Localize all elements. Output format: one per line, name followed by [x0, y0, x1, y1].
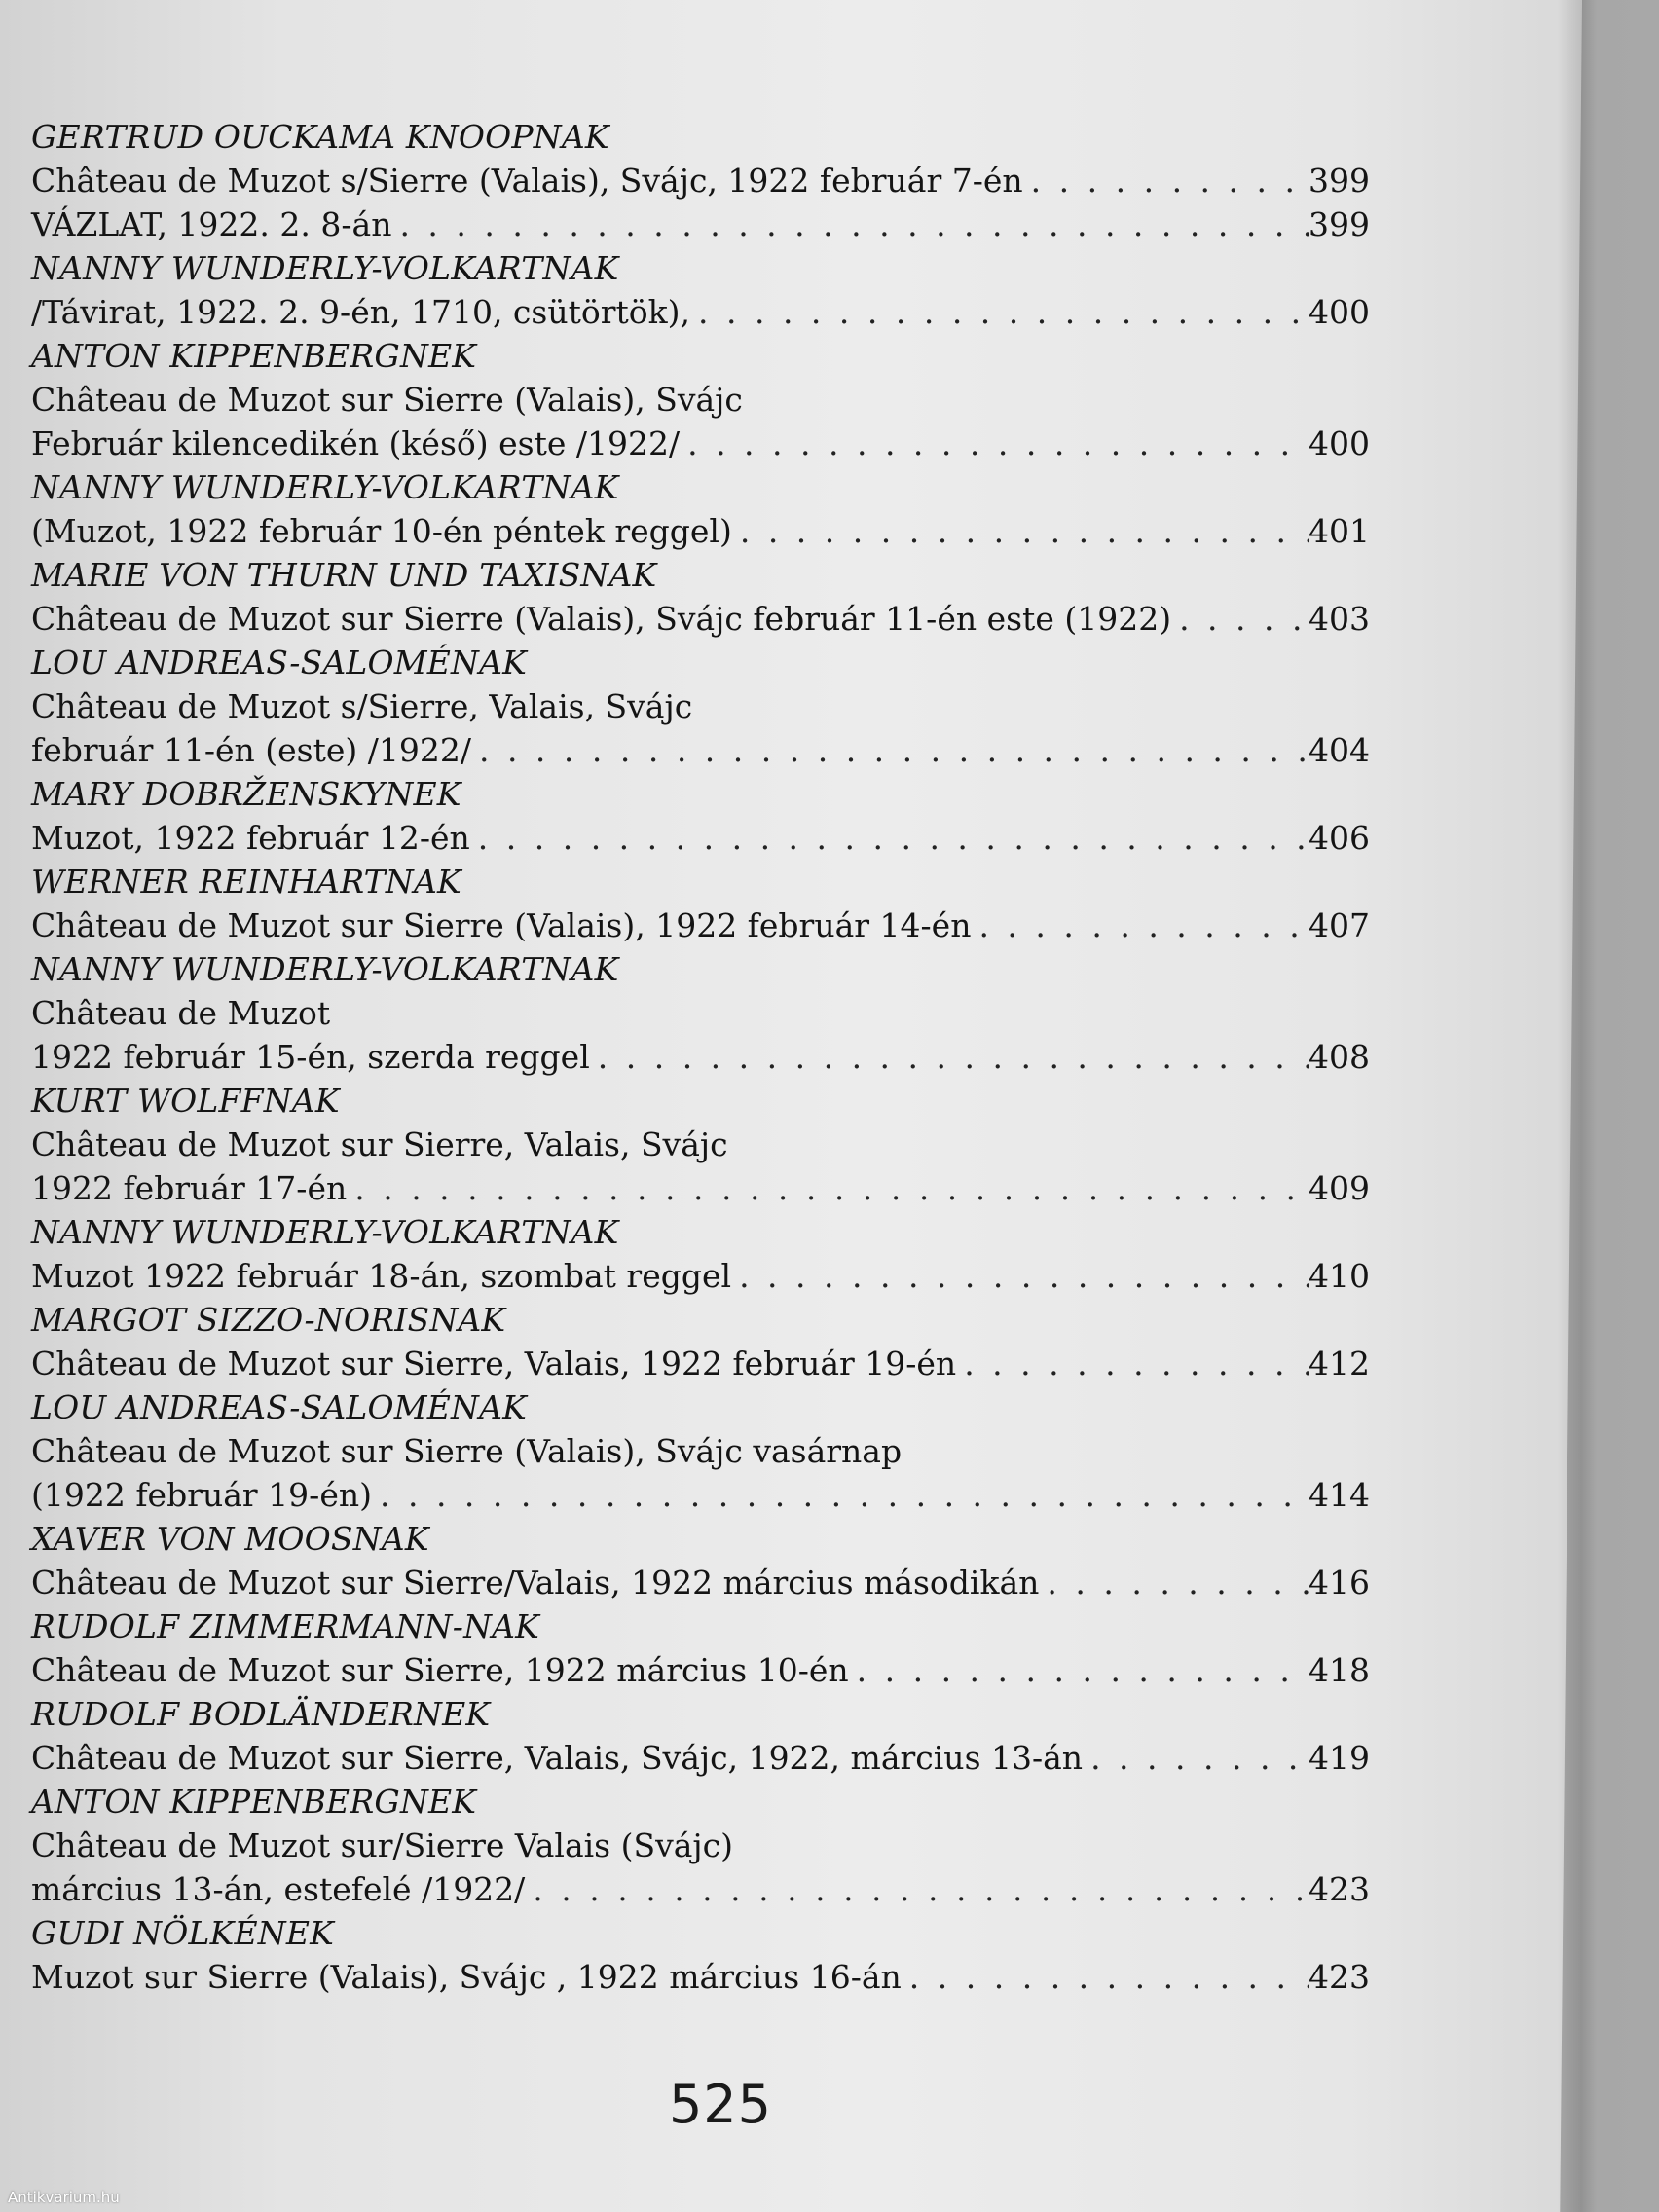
dot-leader — [902, 1955, 1309, 1999]
toc-place-line: Château de Muzot sur Sierre, Valais, Svájc — [31, 1125, 728, 1163]
toc-entry — [31, 203, 1370, 246]
dot-leader — [849, 1648, 1309, 1692]
toc-entry — [31, 597, 1370, 641]
toc-page-number: 423 — [1309, 1870, 1370, 1908]
dot-leader — [590, 1035, 1309, 1079]
toc-page-number: 401 — [1309, 512, 1370, 550]
toc-entry-text: február 11-én (este) /1922/ — [31, 731, 471, 769]
toc-recipient: MARGOT SIZZO-NORISNAK — [31, 1301, 506, 1339]
dot-leader — [680, 422, 1309, 465]
toc-page-number: 414 — [1309, 1476, 1370, 1514]
dot-leader — [347, 1166, 1309, 1210]
toc-recipient: RUDOLF ZIMMERMANN-NAK — [31, 1607, 540, 1645]
dot-leader — [1039, 1561, 1309, 1604]
toc-recipient: ANTON KIPPENBERGNEK — [31, 337, 477, 375]
toc-page-number: 408 — [1309, 1038, 1370, 1076]
toc-place-line: Château de Muzot s/Sierre, Valais, Svájc — [31, 687, 693, 725]
toc-page-number: 412 — [1309, 1345, 1370, 1382]
page-edge-shadow — [1558, 0, 1597, 2212]
dot-leader — [525, 1867, 1309, 1911]
toc-entry-text: Château de Muzot sur Sierre (Valais), 1922 február 14-én — [31, 906, 972, 944]
toc-page-number: 403 — [1309, 600, 1370, 638]
toc-page-number: 406 — [1309, 819, 1370, 857]
toc-recipient: LOU ANDREAS-SALOMÉNAK — [31, 1388, 528, 1426]
toc-recipient: MARIE VON THURN UND TAXISNAK — [31, 556, 657, 594]
dot-leader — [732, 509, 1309, 553]
toc-entry-text: Château de Muzot sur Sierre/Valais, 1922 március másodikán — [31, 1564, 1040, 1602]
toc-entry-text: március 13-án, estefelé /1922/ — [31, 1870, 526, 1908]
toc-recipient: NANNY WUNDERLY-VOLKARTNAK — [31, 249, 619, 287]
dot-leader — [391, 203, 1309, 246]
toc-page-number: 423 — [1309, 1958, 1370, 1996]
toc-recipient: LOU ANDREAS-SALOMÉNAK — [31, 644, 528, 682]
toc-page-number: 404 — [1309, 731, 1370, 769]
toc-place-line: Château de Muzot sur Sierre (Valais), Svájc vasárnap — [31, 1432, 903, 1470]
toc-page-number: 416 — [1309, 1564, 1370, 1602]
toc-place-line: Château de Muzot sur/Sierre Valais (Svájc) — [31, 1826, 733, 1864]
toc-page-number: 400 — [1309, 293, 1370, 331]
toc-recipient: XAVER VON MOOSNAK — [31, 1520, 429, 1558]
toc-entry-text: Muzot, 1922 február 12-én — [31, 819, 470, 857]
toc-entry-text: Château de Muzot sur Sierre, Valais, 1922 február 19-én — [31, 1345, 957, 1382]
toc-entry — [31, 422, 1370, 465]
toc-entry — [31, 1867, 1370, 1911]
dot-leader — [1083, 1736, 1309, 1780]
toc-entry — [31, 1342, 1370, 1385]
toc-entry-text: 1922 február 15-én, szerda reggel — [31, 1038, 590, 1076]
toc-page-number: 418 — [1309, 1651, 1370, 1689]
toc-page-number: 399 — [1309, 205, 1370, 243]
toc-entry-text: (Muzot, 1922 február 10-én péntek reggel) — [31, 512, 732, 550]
toc-recipient: NANNY WUNDERLY-VOLKARTNAK — [31, 950, 619, 988]
toc-entry — [31, 290, 1370, 334]
dot-leader — [956, 1342, 1309, 1385]
toc-entry — [31, 1648, 1370, 1692]
dot-leader — [731, 1254, 1309, 1298]
toc-place-line: Château de Muzot sur Sierre (Valais), Svájc — [31, 381, 743, 419]
toc-recipient: ANTON KIPPENBERGNEK — [31, 1783, 477, 1821]
toc-entry — [31, 728, 1370, 772]
dot-leader — [471, 728, 1309, 772]
toc-entry-text: Château de Muzot sur Sierre (Valais), Svájc február 11-én este (1922) — [31, 600, 1172, 638]
toc-entry — [31, 1166, 1370, 1210]
toc-entry-text: Muzot 1922 február 18-án, szombat reggel — [31, 1257, 732, 1295]
toc-entry-text: (1922 február 19-én) — [31, 1476, 372, 1514]
watermark: Antikvarium.hu — [8, 2189, 120, 2206]
toc-entry — [31, 1254, 1370, 1298]
toc-entry-text: Muzot sur Sierre (Valais), Svájc , 1922 március 16-án — [31, 1958, 902, 1996]
toc-entry — [31, 509, 1370, 553]
dot-leader — [470, 816, 1309, 860]
page-number: 525 — [668, 2074, 773, 2135]
toc-entry-text: /Távirat, 1922. 2. 9-én, 1710, csütörtök), — [31, 293, 690, 331]
toc-entry-text: Château de Muzot s/Sierre (Valais), Svájc, 1922 február 7-én — [31, 162, 1023, 200]
toc-page-number: 409 — [1309, 1169, 1370, 1207]
toc-entry-text: Château de Muzot sur Sierre, Valais, Svájc, 1922, március 13-án — [31, 1739, 1084, 1777]
toc-recipient: GERTRUD OUCKAMA KNOOPNAK — [31, 118, 609, 156]
toc-entry — [31, 1561, 1370, 1604]
toc-entry — [31, 1736, 1370, 1780]
table-of-contents — [31, 115, 1370, 1999]
toc-recipient: RUDOLF BODLÄNDERNEK — [31, 1695, 491, 1733]
toc-entry — [31, 1473, 1370, 1517]
toc-page-number: 407 — [1309, 906, 1370, 944]
toc-entry — [31, 1035, 1370, 1079]
dot-leader — [1023, 159, 1309, 203]
toc-entry-text: VÁZLAT, 1922. 2. 8-án — [31, 205, 392, 243]
toc-entry — [31, 903, 1370, 947]
dot-leader — [1171, 597, 1309, 641]
toc-page-number: 410 — [1309, 1257, 1370, 1295]
dot-leader — [690, 290, 1309, 334]
toc-page-number: 419 — [1309, 1739, 1370, 1777]
toc-recipient: WERNER REINHARTNAK — [31, 863, 461, 901]
toc-entry-text: 1922 február 17-én — [31, 1169, 348, 1207]
toc-entry — [31, 159, 1370, 203]
toc-entry — [31, 1955, 1370, 1999]
toc-recipient: MARY DOBRŽENSKYNEK — [31, 775, 461, 813]
toc-recipient: NANNY WUNDERLY-VOLKARTNAK — [31, 1213, 619, 1251]
toc-recipient: GUDI NÖLKÉNEK — [31, 1914, 334, 1952]
toc-recipient: NANNY WUNDERLY-VOLKARTNAK — [31, 468, 619, 506]
toc-entry-text: Február kilencedikén (késő) este /1922/ — [31, 424, 681, 462]
toc-page-number: 399 — [1309, 162, 1370, 200]
dot-leader — [971, 903, 1309, 947]
dot-leader — [372, 1473, 1309, 1517]
toc-entry — [31, 816, 1370, 860]
toc-recipient: KURT WOLFFNAK — [31, 1082, 340, 1120]
toc-page-number: 400 — [1309, 424, 1370, 462]
toc-entry-text: Château de Muzot sur Sierre, 1922 március 10-én — [31, 1651, 849, 1689]
toc-place-line: Château de Muzot — [31, 994, 331, 1032]
